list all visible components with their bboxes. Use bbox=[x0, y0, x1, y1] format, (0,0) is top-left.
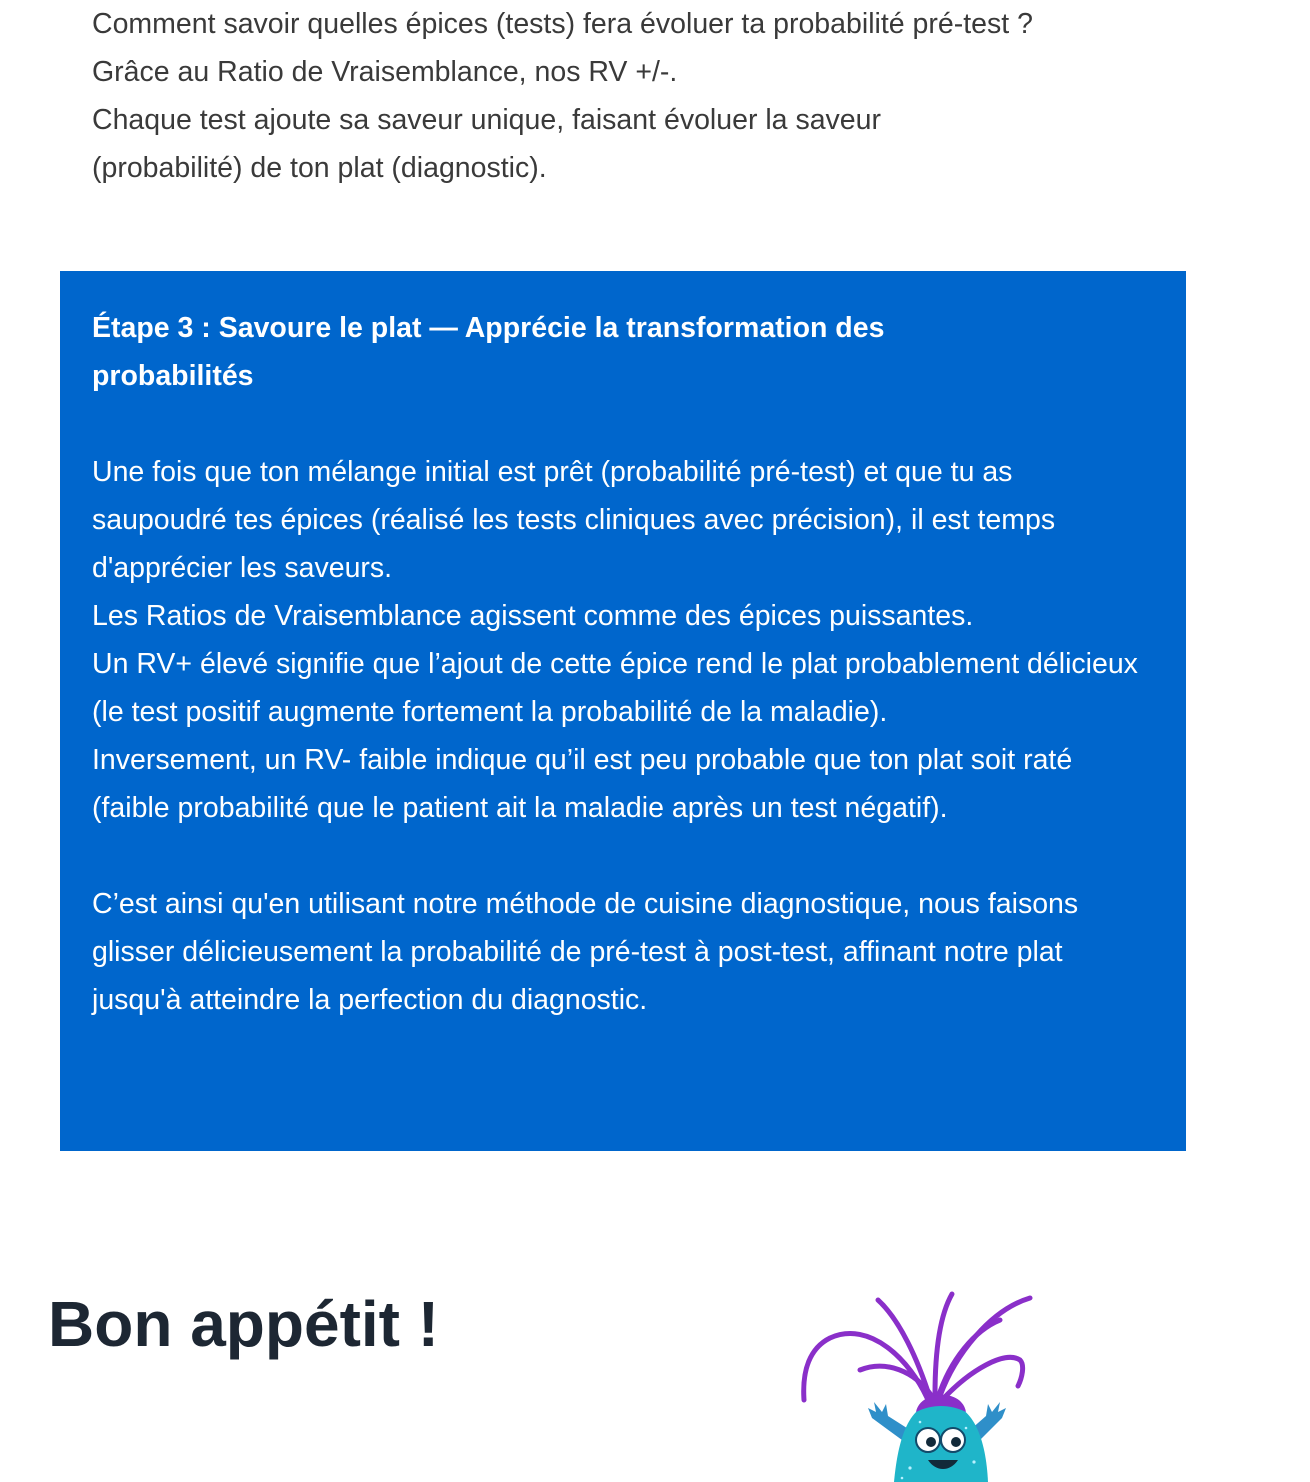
step-3-paragraph-1: Une fois que ton mélange initial est prêt (probabilité pré-test) et que tu as saupoudré tes épices (réalisé les tests cliniques avec précision), il est temps d'apprécier les saveurs. bbox=[92, 456, 1056, 584]
mascot-icon bbox=[790, 1290, 1040, 1482]
step-3-box bbox=[60, 271, 1186, 1151]
intro-text bbox=[92, 0, 1202, 192]
spacer bbox=[92, 832, 1154, 880]
intro-line-3: Chaque test ajoute sa saveur unique, faisant évoluer la saveur (probabilité) de ton plat (diagnostic). bbox=[92, 104, 881, 184]
intro-line-1: Comment savoir quelles épices (tests) fera évoluer ta probabilité pré-test ? bbox=[92, 8, 1033, 40]
bon-appetit-heading: Bon appétit ! bbox=[48, 1288, 440, 1360]
step-3-title: Étape 3 : Savoure le plat — Apprécie la transformation des probabilités bbox=[92, 312, 885, 392]
step-3-paragraph-2: Les Ratios de Vraisemblance agissent comme des épices puissantes. bbox=[92, 600, 974, 632]
spacer bbox=[92, 400, 1154, 448]
step-3-paragraph-5: C’est ainsi qu'en utilisant notre méthode de cuisine diagnostique, nous faisons glisser délicieusement la probabilité de pré-test à post-test, affinant notre plat jusqu'à atteindre la perfection du diagnostic. bbox=[92, 888, 1079, 1016]
intro-line-2: Grâce au Ratio de Vraisemblance, nos RV +/-. bbox=[92, 56, 678, 88]
mascot-hair bbox=[804, 1294, 1030, 1400]
step-3-paragraph-3: Un RV+ élevé signifie que l’ajout de cette épice rend le plat probablement délicieux (le test positif augmente fortement la probabilité de la maladie). bbox=[92, 648, 1138, 728]
step-3-paragraph-4: Inversement, un RV- faible indique qu’il est peu probable que ton plat soit raté (faible probabilité que le patient ait la maladie après un test négatif). bbox=[92, 744, 1073, 824]
